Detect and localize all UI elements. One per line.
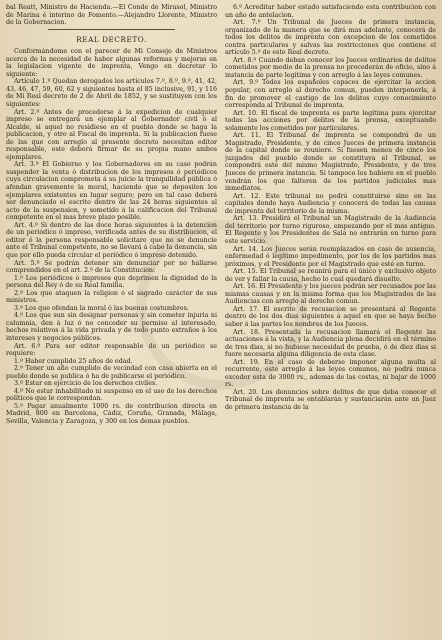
article-paragraph: Art. 19. En el caso de deberse imponer alguna multa al recurrente, este arreglo á las leyes comunes, no podrá nunca exceder esta de 3000 rs., ademas de las costas, ni bajar de 1000 rs.	[225, 358, 436, 389]
article-paragraph: 3.º Estar en ejercicio de los derechos civiles.	[14, 380, 158, 388]
right-paragraphs	[225, 4, 436, 412]
article-paragraph: Art. 5.º Se podrán detener sin denunciar por no hallarse comprendidos en el art. 2.º de la Constitucion:	[6, 259, 217, 275]
article-paragraph: 1.º Haber cumplido 25 años de edad.	[14, 357, 133, 365]
separator-rule	[48, 29, 175, 30]
article-paragraph: Conformándome con el parecer de Mi Consejo de Ministros acerca de la necesidad de haber algunas reformas y mejoras en la legislacion vigente de imprenta, Vengo en decretar lo siguiente:	[6, 48, 217, 78]
article-paragraph: Art. 9.º Todos los españoles capaces de ejercitar la accion popular, con arreglo al derecho comun, pueden interponerla, á fin de promover el castigo de los delitos cuyo conocimiento corresponda al Tribunal de imprenta.	[225, 79, 436, 110]
article-paragraph: Art. 14. Los Jueces serán reemplazados en caso de ausencia, enfermedad ó legítimo impedimento, por los de los partidos mas próximos, y el Presidente por el Magistrado que esté en turno.	[225, 245, 436, 268]
article-paragraph: 2.º Los que ataquen la religion ó el sagrado carácter de sus ministros.	[6, 289, 217, 305]
article-paragraph: Art. 13. Presidirá el Tribunal un Magistrado de la Audiencia del territorio por turno riguroso, empezando por el mas antiguo. El Regente y los Presidentes de Sala no entrarán en turno para este servicio.	[225, 215, 436, 245]
article-paragraph: Artículo 1.º Quedan derogados los artículos 7.º, 8.º, 9.º, 41, 42, 43, 46, 47, 59, 60, 62 y siguientes hasta el 85 inclusive, 91, y 116 de Mi Real decreto de 2 de Abril de 1852, y se sustituyen con los siguientes:	[6, 78, 217, 109]
article-paragraph: Art. 17. El escrito de recusacion se presentará al Regente dentro de los dos dias siguientes á aquel en que se haya hecho saber á las partes los nombres de los Jueces.	[225, 305, 436, 328]
article-paragraph: Art. 8.º Cuando deban conocer los Jueces ordinarios de delitos cometidos por medio de la prensa no procederán de oficio, sino á instancia de parte legítima y con arreglo á las leyes comunes.	[225, 56, 436, 79]
article-paragraph: 4.º Los que sun sin designar personas y sin cometer injuria ni calumnia, den á luz ó no conceder su permiso al interesado, hechos relativos á la vida privada y de todo punto extraños á los intereses y negocios públicos.	[6, 312, 217, 342]
article-paragraph: 1.º Los periódicos ó impresos que deprimen la dignidad de la persona del Rey ó de su Real familia.	[6, 274, 217, 290]
left-paragraphs	[6, 48, 217, 425]
article-paragraph: Art. 12. Este tribunal no podrá constituirse sino en las capitales donde haya Audiencia y conocerá de todas las causas de imprenta del territorio de la misma.	[225, 192, 436, 215]
right-column	[225, 4, 436, 640]
signatories-paragraph: bal Reatt, Ministro de Hacienda.—El Conde de Mirasol, Ministro de Marina é interino de Fomento.—Alejandro Llorente, Ministro de la Gobernacion.	[6, 4, 217, 27]
left-column	[6, 4, 217, 640]
article-paragraph: Art. 7.º Un Tribunal de Jueces de primera instancia, organizado de la manera que se dirá mas adelante, conocerá de todos los delitos de imprenta con excepcion de los cometidos contra particulares y salvas las restricciones que contiene el artículo 5.º de este Real decreto.	[225, 19, 436, 57]
text-columns	[6, 4, 436, 640]
article-paragraph: Art. 20. Los denuncios sobre delitos de que deba conocer el Tribunal de imprenta se entablarán y sustanciarán ante un Juez de primera instancia de la	[225, 388, 436, 411]
article-paragraph: Art. 4.º Si dentro de las doce horas siguientes á la detencion de un periódico ó impreso, verificada antes de su distribucion, el editor ó la persona responsable solicitare que no se denuncie ante el Tribunal competente, no se llevará á cabo la denuncia, sin que por ello pueda circular el periódico ó impreso detenido.	[6, 221, 217, 259]
article-paragraph: Art. 18. Presentada la recusacion llamará el Regente las actuaciones á la vista, y la Audiencia plena decidirá en el término de tres dias, si no hubiese necesidad de prueba, ó de diez dias si fuere necesaria alguna diligencia de esta clase.	[225, 328, 436, 359]
article-paragraph: Art. 2.º Antes de procederse á la expedicion de cualquier impreso se entregará un ejemplar al Gobernador civil ó al Alcalde, si aquel no residiese en el pueblo donde se haga la publicacion, y otro al Fiscal de imprenta. Si la publicacion fuese de las que con arreglo al presente decreto necesitan editor responsable, este deberá firmar de su propia mano ambos ejemplares.	[6, 108, 217, 161]
article-paragraph: Art. 6.º Para ser editor responsable de un periódico se requiere:	[6, 342, 217, 358]
article-paragraph: 6.º Acreditar haber estado satisfaciendo esta contribucion con un año de antelacion.	[225, 4, 436, 19]
article-paragraph: Art. 10. El fiscal de imprenta es parte legítima para ejercitar todas las acciones por delitos de la prensa, exceptuando solamente los cometidos por particulares.	[225, 109, 436, 132]
article-paragraph: 4.º No estar inhabilitado ni suspenso en el uso de los derechos políticos que le correspondan.	[6, 387, 217, 403]
article-paragraph: 3.º Los que ofendan la moral ó las buenas costumbres.	[14, 304, 189, 312]
article-paragraph: Art. 11. El Tribunal de imprenta se compondrá de un Magistrado, Presidente, y de cinco Jueces de primera instancia de la capital donde se reuniere. Si fuesen menos de cinco los juzgados del pueblo donde se constituya el Tribunal, se compondrá este del mismo Magistrado, Presidente, y de tres Jueces de primera instancia. Si tampoco los hubiere en el pueblo vendrán los que falteren de los partidos judiciales mas inmediatos.	[225, 132, 436, 193]
article-paragraph: Art. 3.º El Gobierno y los Gobernadores en su caso podrán suspender la venta ó distribucion de los impresos ó periódicos cuya circulacion comprometa á su juicio la tranquilidad pública ó afendan gravemente la moral, haciendo que se depositen los ejemplares existentes en lugar seguro; pero en tal caso deberá ser denunciado el escrito dentro de las 24 horas siguientes al acto de la suspension, y sometido á la calificacion del Tribunal competente en el mas breve plazo posible.	[6, 161, 217, 222]
article-paragraph: Art. 16. El Presidente y los jueces podrán ser recusados por las mismas causas y en la misma forma que los Magistrados de las Audiencias con arreglo al derecho comun.	[225, 283, 436, 306]
article-paragraph: Art. 15. El Tribunal se reunirá para el único y exclusivo objeto de ver y fallar la causa, hecho lo cual quedará disuelto.	[225, 268, 436, 283]
article-paragraph: 2.º Tener un año cumplido de vecindad con casa abierta en el pueblo donde se publica ó ha de publicarse el periódico.	[6, 365, 217, 380]
article-paragraph: 5.º Pagar anualmente 1000 rs. de contribucion directa en Madrid, 800 en Barcelona, Cádiz, Coruña, Granada, Málaga, Sevilla, Valencia y Zaragoza, y 300 en los demas pueblos.	[6, 402, 217, 425]
decree-heading: REAL DECRETO.	[76, 34, 147, 44]
